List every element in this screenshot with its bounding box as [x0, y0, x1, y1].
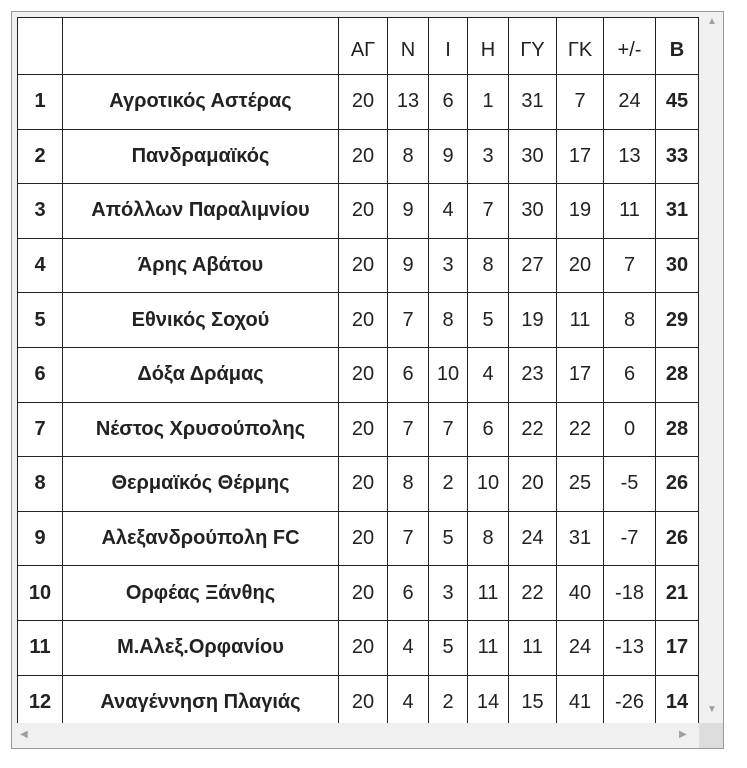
cell-team: Αλεξανδρούπολη FC	[63, 511, 339, 566]
cell-played: 20	[339, 238, 388, 293]
table-row	[18, 402, 699, 457]
cell-team: Θερμαϊκός Θέρμης	[63, 457, 339, 512]
header-played: ΑΓ	[339, 18, 388, 75]
cell-draws: 6	[429, 75, 468, 130]
cell-points: 31	[656, 184, 699, 239]
cell-points: 21	[656, 566, 699, 621]
cell-team: Αγροτικός Αστέρας	[63, 75, 339, 130]
cell-goals-for: 31	[509, 75, 557, 130]
cell-goals-against: 11	[557, 293, 604, 348]
table-row	[18, 511, 699, 566]
scrollbar-corner	[699, 723, 723, 748]
cell-draws: 7	[429, 402, 468, 457]
cell-played: 20	[339, 293, 388, 348]
cell-goal-diff: -13	[604, 620, 656, 675]
cell-played: 20	[339, 511, 388, 566]
table-row	[18, 129, 699, 184]
cell-goals-for: 27	[509, 238, 557, 293]
cell-played: 20	[339, 675, 388, 723]
cell-draws: 3	[429, 238, 468, 293]
cell-goal-diff: -18	[604, 566, 656, 621]
header-team	[63, 18, 339, 75]
cell-rank: 7	[18, 402, 63, 457]
cell-points: 14	[656, 675, 699, 723]
vertical-scrollbar[interactable]	[699, 12, 723, 723]
cell-losses: 8	[468, 511, 509, 566]
cell-played: 20	[339, 457, 388, 512]
cell-goals-against: 31	[557, 511, 604, 566]
table-row	[18, 75, 699, 130]
cell-goals-against: 17	[557, 129, 604, 184]
cell-team: Εθνικός Σοχού	[63, 293, 339, 348]
cell-goals-against: 20	[557, 238, 604, 293]
cell-goals-for: 30	[509, 129, 557, 184]
cell-wins: 4	[388, 620, 429, 675]
cell-team: Πανδραμαϊκός	[63, 129, 339, 184]
cell-losses: 11	[468, 620, 509, 675]
cell-team: Μ.Αλεξ.Ορφανίου	[63, 620, 339, 675]
cell-goals-for: 19	[509, 293, 557, 348]
table-row	[18, 675, 699, 723]
table-row	[18, 238, 699, 293]
table-row	[18, 620, 699, 675]
cell-played: 20	[339, 129, 388, 184]
cell-goals-for: 22	[509, 402, 557, 457]
standings-table-container	[17, 17, 699, 723]
cell-team: Δόξα Δράμας	[63, 347, 339, 402]
cell-rank: 11	[18, 620, 63, 675]
cell-goals-for: 30	[509, 184, 557, 239]
cell-played: 20	[339, 184, 388, 239]
scroll-up-icon[interactable]: ▲	[707, 16, 717, 27]
cell-rank: 2	[18, 129, 63, 184]
cell-draws: 5	[429, 511, 468, 566]
cell-goals-against: 19	[557, 184, 604, 239]
cell-rank: 8	[18, 457, 63, 512]
header-row	[18, 18, 699, 75]
cell-goals-for: 22	[509, 566, 557, 621]
cell-goal-diff: 13	[604, 129, 656, 184]
cell-rank: 6	[18, 347, 63, 402]
cell-goal-diff: -7	[604, 511, 656, 566]
cell-played: 20	[339, 75, 388, 130]
table-row	[18, 293, 699, 348]
cell-points: 30	[656, 238, 699, 293]
cell-points: 17	[656, 620, 699, 675]
cell-points: 26	[656, 457, 699, 512]
standings-frame	[11, 11, 724, 749]
cell-goal-diff: 0	[604, 402, 656, 457]
cell-played: 20	[339, 620, 388, 675]
header-points: Β	[656, 18, 699, 75]
cell-wins: 7	[388, 402, 429, 457]
header-goal-diff: +/-	[604, 18, 656, 75]
cell-wins: 6	[388, 566, 429, 621]
cell-wins: 8	[388, 457, 429, 512]
cell-points: 45	[656, 75, 699, 130]
cell-points: 33	[656, 129, 699, 184]
table-row	[18, 457, 699, 512]
cell-points: 28	[656, 347, 699, 402]
scroll-right-icon[interactable]: ▶	[679, 729, 687, 740]
cell-goals-against: 17	[557, 347, 604, 402]
table-row	[18, 347, 699, 402]
cell-rank: 3	[18, 184, 63, 239]
cell-team: Αναγέννηση Πλαγιάς	[63, 675, 339, 723]
cell-goals-for: 20	[509, 457, 557, 512]
cell-goals-for: 11	[509, 620, 557, 675]
cell-losses: 5	[468, 293, 509, 348]
cell-draws: 10	[429, 347, 468, 402]
cell-goals-against: 7	[557, 75, 604, 130]
cell-losses: 8	[468, 238, 509, 293]
cell-losses: 7	[468, 184, 509, 239]
cell-goal-diff: -26	[604, 675, 656, 723]
cell-draws: 9	[429, 129, 468, 184]
standings-table	[17, 17, 699, 723]
cell-points: 28	[656, 402, 699, 457]
cell-losses: 14	[468, 675, 509, 723]
cell-rank: 1	[18, 75, 63, 130]
cell-wins: 4	[388, 675, 429, 723]
cell-goals-for: 24	[509, 511, 557, 566]
cell-points: 29	[656, 293, 699, 348]
cell-goals-against: 25	[557, 457, 604, 512]
cell-losses: 10	[468, 457, 509, 512]
cell-losses: 3	[468, 129, 509, 184]
cell-team: Απόλλων Παραλιμνίου	[63, 184, 339, 239]
cell-wins: 13	[388, 75, 429, 130]
cell-draws: 8	[429, 293, 468, 348]
cell-goal-diff: -5	[604, 457, 656, 512]
cell-draws: 2	[429, 675, 468, 723]
header-rank	[18, 18, 63, 75]
cell-rank: 9	[18, 511, 63, 566]
scroll-left-icon[interactable]: ◀	[20, 729, 28, 740]
cell-goals-for: 23	[509, 347, 557, 402]
header-draws: Ι	[429, 18, 468, 75]
cell-rank: 4	[18, 238, 63, 293]
cell-points: 26	[656, 511, 699, 566]
cell-goals-against: 41	[557, 675, 604, 723]
cell-wins: 6	[388, 347, 429, 402]
cell-goal-diff: 8	[604, 293, 656, 348]
cell-draws: 2	[429, 457, 468, 512]
cell-draws: 5	[429, 620, 468, 675]
cell-wins: 7	[388, 511, 429, 566]
cell-losses: 6	[468, 402, 509, 457]
header-goals-against: ΓΚ	[557, 18, 604, 75]
cell-goal-diff: 11	[604, 184, 656, 239]
cell-team: Άρης Αβάτου	[63, 238, 339, 293]
cell-wins: 9	[388, 184, 429, 239]
cell-rank: 5	[18, 293, 63, 348]
header-wins: Ν	[388, 18, 429, 75]
cell-goals-against: 22	[557, 402, 604, 457]
cell-goals-against: 24	[557, 620, 604, 675]
cell-wins: 8	[388, 129, 429, 184]
table-row	[18, 184, 699, 239]
cell-wins: 9	[388, 238, 429, 293]
cell-losses: 4	[468, 347, 509, 402]
header-losses: Η	[468, 18, 509, 75]
cell-team: Νέστος Χρυσούπολης	[63, 402, 339, 457]
cell-goal-diff: 6	[604, 347, 656, 402]
horizontal-scrollbar[interactable]	[12, 723, 699, 748]
cell-goal-diff: 7	[604, 238, 656, 293]
cell-team: Ορφέας Ξάνθης	[63, 566, 339, 621]
cell-wins: 7	[388, 293, 429, 348]
cell-played: 20	[339, 566, 388, 621]
cell-rank: 12	[18, 675, 63, 723]
cell-played: 20	[339, 347, 388, 402]
cell-goals-against: 40	[557, 566, 604, 621]
cell-rank: 10	[18, 566, 63, 621]
header-goals-for: ΓΥ	[509, 18, 557, 75]
cell-goal-diff: 24	[604, 75, 656, 130]
cell-draws: 3	[429, 566, 468, 621]
scroll-down-icon[interactable]: ▼	[707, 704, 717, 715]
cell-played: 20	[339, 402, 388, 457]
table-row	[18, 566, 699, 621]
cell-draws: 4	[429, 184, 468, 239]
cell-losses: 1	[468, 75, 509, 130]
cell-goals-for: 15	[509, 675, 557, 723]
cell-losses: 11	[468, 566, 509, 621]
